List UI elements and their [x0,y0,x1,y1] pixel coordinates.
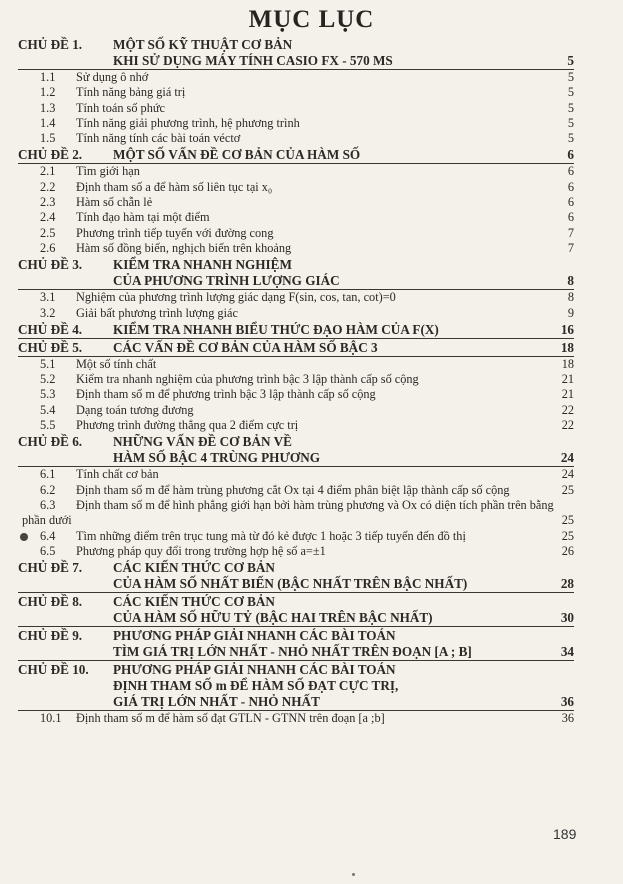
chapter-title: KIỂM TRA NHANH NGHIỆM [113,257,292,273]
chapter-title: KIỂM TRA NHANH BIỂU THỨC ĐẠO HÀM CỦA F(X) [113,321,439,337]
toc-entry[interactable] [18,544,574,559]
chapter-heading[interactable] [18,322,574,339]
entry-number: 6.4 [40,528,56,543]
entry-number: 3.1 [40,290,56,305]
chapter-title: CÁC KIẾN THỨC CƠ BẢN [113,560,275,576]
toc-entry[interactable] [18,226,574,241]
chapter-heading[interactable] [18,147,574,164]
toc-entry[interactable] [18,306,574,321]
chapter-page: 5 [567,53,574,68]
chapter-heading-line [18,576,574,593]
toc-entry[interactable] [18,418,574,433]
entry-page: 22 [561,402,574,417]
entry-page: 6 [567,179,574,194]
table-of-contents [18,36,574,726]
entry-title: Định tham số m để hình phẳng giới hạn bởi hàm trùng phương và Ox có diện tích phần trên bằng phần dưới [22,497,554,528]
toc-entry[interactable] [18,164,574,179]
chapter-heading-line [18,628,574,644]
entry-number: 2.1 [40,164,56,179]
toc-entry[interactable] [18,290,574,305]
entry-title: Tính toán số phức [76,100,165,115]
entry-page: 22 [561,418,574,433]
toc-entry[interactable] [18,101,574,116]
chapter-heading[interactable] [18,257,574,290]
chapter-title: PHƯƠNG PHÁP GIẢI NHANH CÁC BÀI TOÁN [113,662,396,678]
chapter-heading[interactable] [18,434,574,467]
entry-number: 5.5 [40,418,56,433]
chapter-heading-line [18,340,574,357]
chapter-title: MỘT SỐ KỸ THUẬT CƠ BẢN [113,37,293,52]
chapter-heading[interactable] [18,594,574,627]
entry-title: Nghiệm của phương trình lượng giác dạng F(sin, cos, tan, cot)=0 [76,290,396,305]
entry-title: Kiểm tra nhanh nghiệm của phương trình bậc 3 lập thành cấp số cộng [76,372,419,387]
chapter-number: CHỦ ĐỀ 4. [18,321,83,337]
chapter-page: 28 [560,576,574,592]
chapter-title-continued: KHI SỬ DỤNG MÁY TÍNH CASIO FX - 570 MS [113,53,393,68]
toc-entry[interactable] [18,180,574,195]
chapter-number: CHỦ ĐỀ 1. [18,37,83,52]
chapter-title-continued: CỦA HÀM SỐ NHẤT BIẾN (BẬC NHẤT TRÊN BẬC NHẤT) [113,576,468,592]
toc-entry[interactable] [18,711,574,726]
chapter-page: 16 [560,321,574,337]
chapter-page: 34 [560,644,574,660]
entry-page: 18 [561,356,574,371]
toc-entry[interactable] [18,372,574,387]
chapter-heading-line [18,53,574,70]
entry-number: 2.2 [40,179,56,194]
chapter-title-continued: CỦA PHƯƠNG TRÌNH LƯỢNG GIÁC [113,273,340,289]
chapter-page: 24 [560,450,574,466]
entry-number: 2.5 [40,225,56,240]
entry-title: Tính chất cơ bản [76,467,159,482]
entry-number: 6.2 [40,482,56,497]
toc-entry[interactable] [18,210,574,225]
chapter-title-continued: HÀM SỐ BẬC 4 TRÙNG PHƯƠNG [113,450,320,466]
entry-title: Sử dụng ô nhớ [76,70,149,84]
entry-page: 6 [567,210,574,225]
entry-page: 25 [561,528,574,543]
chapter-heading[interactable] [18,560,574,593]
entry-title: Tính năng giải phương trình, hệ phương trình [76,115,300,130]
entry-number: 5.1 [40,356,56,371]
chapter-title-continued: CỦA HÀM SỐ HỮU TỶ (BẬC HAI TRÊN BẬC NHẤT) [113,610,433,626]
entry-title: Định tham số m để phương trình bậc 3 lập thành cấp số cộng [76,387,376,402]
toc-entry[interactable] [18,131,574,146]
toc-entry[interactable] [18,498,574,529]
bullet-mark [20,533,28,541]
chapter-heading-line [18,694,574,711]
toc-entry[interactable] [18,85,574,100]
entry-number: 1.2 [40,85,56,100]
chapter-number: CHỦ ĐỀ 3. [18,257,83,273]
chapter-heading[interactable] [18,662,574,711]
chapter-heading-line [18,644,574,661]
chapter-heading[interactable] [18,37,574,70]
entry-number: 1.3 [40,100,56,115]
entry-title: Hàm số chẵn lẻ [76,195,153,210]
entry-title: Giải bất phương trình lượng giác [76,305,238,320]
chapter-number: CHỦ ĐỀ 9. [18,628,83,644]
chapter-heading-line [18,678,574,694]
toc-entry[interactable] [18,116,574,131]
toc-entry[interactable] [18,529,574,544]
chapter-title-continued: ĐỊNH THAM SỐ m ĐỂ HÀM SỐ ĐẠT CỰC TRỊ, [113,678,399,694]
chapter-heading[interactable] [18,628,574,661]
chapter-title: CÁC KIẾN THỨC CƠ BẢN [113,594,275,610]
entry-number: 6.1 [40,467,56,482]
entry-title: Một số tính chất [76,356,157,371]
chapter-number: CHỦ ĐỀ 7. [18,560,83,576]
chapter-page: 6 [567,147,574,163]
entry-number: 10.1 [40,711,62,726]
entry-title: Tính năng bảng giá trị [76,85,186,100]
entry-title: Định tham số m để hàm trùng phương cắt Ox tại 4 điểm phân biệt lập thành cấp số cộng [76,482,510,497]
chapter-title: CÁC VẤN ĐỀ CƠ BẢN CỦA HÀM SỐ BẬC 3 [113,339,378,355]
entry-page: 21 [561,372,574,387]
entry-number: 2.4 [40,210,56,225]
toc-entry[interactable] [18,483,574,498]
entry-page: 7 [567,240,574,255]
entry-title: Phương trình đường thẳng qua 2 điểm cực trị [76,418,299,433]
entry-page: 36 [561,711,574,726]
entry-page: 5 [567,115,574,130]
chapter-page: 36 [560,694,574,710]
chapter-heading-line [18,147,574,164]
chapter-heading-line [18,560,574,576]
entry-title: Phương pháp quy đổi trong trường hợp hệ số a=±1 [76,543,326,558]
chapter-heading-line [18,610,574,627]
chapter-number: CHỦ ĐỀ 2. [18,147,83,163]
toc-entry[interactable] [18,403,574,418]
toc-entry[interactable] [18,357,574,372]
entry-number: 2.6 [40,240,56,255]
entry-page: 5 [567,100,574,115]
page-number: 189 [553,826,577,842]
entry-title: Tính đạo hàm tại một điểm [76,210,210,225]
toc-entry[interactable] [18,70,574,85]
entry-page: 24 [561,467,574,482]
chapter-heading-line [18,257,574,273]
entry-number: 6.5 [40,543,56,558]
entry-page: 6 [567,164,574,179]
toc-entry[interactable] [18,195,574,210]
entry-title: Hàm số đồng biến, nghịch biến trên khoảng [76,240,292,255]
chapter-page: 18 [560,339,574,355]
toc-entry[interactable] [18,467,574,482]
chapter-title: NHỮNG VẤN ĐỀ CƠ BẢN VỀ [113,434,292,450]
chapter-heading-line [18,322,574,339]
chapter-heading-line [18,450,574,467]
entry-title: Dạng toán tương đương [76,402,194,417]
chapter-page: 30 [560,610,574,626]
chapter-number: CHỦ ĐỀ 5. [18,339,83,355]
entry-page: 25 [561,513,574,528]
entry-number: 3.2 [40,305,56,320]
entry-number: 5.3 [40,387,56,402]
entry-title: Tìm giới hạn [76,164,140,179]
entry-title: Định tham số a để hàm số liên tục tại x₀ [76,179,273,194]
entry-page: 25 [561,482,574,497]
chapter-heading-line [18,594,574,610]
print-speck [352,873,355,876]
entry-title: Phương trình tiếp tuyến với đường cong [76,225,274,240]
entry-number: 1.1 [40,70,56,84]
chapter-heading-line [18,37,574,53]
chapter-heading-line [18,273,574,290]
entry-page: 5 [567,131,574,146]
chapter-number: CHỦ ĐỀ 10. [18,662,89,678]
entry-page: 6 [567,195,574,210]
page-title: MỤC LỤC [248,6,375,33]
entry-title: Định tham số m để hàm số đạt GTLN - GTNN trên đoạn [a ;b] [76,711,385,726]
entry-title: Tính năng tính các bài toán véctơ [76,131,241,146]
entry-number: 5.4 [40,402,56,417]
entry-number: 2.3 [40,195,56,210]
toc-entry[interactable] [18,387,574,402]
chapter-page: 8 [567,273,574,289]
entry-page: 21 [561,387,574,402]
chapter-heading-line [18,662,574,678]
entry-page: 7 [567,225,574,240]
entry-number: 1.4 [40,115,56,130]
toc-entry[interactable] [18,241,574,256]
entry-page: 8 [567,290,574,305]
chapter-title-continued: TÌM GIÁ TRỊ LỚN NHẤT - NHỎ NHẤT TRÊN ĐOẠN [A ; B] [113,644,472,660]
chapter-number: CHỦ ĐỀ 6. [18,434,83,450]
entry-number: 5.2 [40,372,56,387]
chapter-title-continued: GIÁ TRỊ LỚN NHẤT - NHỎ NHẤT [113,694,320,710]
chapter-title: PHƯƠNG PHÁP GIẢI NHANH CÁC BÀI TOÁN [113,628,396,644]
entry-number: 1.5 [40,131,56,146]
chapter-heading-line [18,434,574,450]
chapter-heading[interactable] [18,340,574,357]
entry-page: 9 [567,305,574,320]
entry-page: 5 [567,85,574,100]
entry-page: 5 [567,70,574,84]
entry-number: 6.3 [40,497,56,512]
entry-page: 26 [561,543,574,558]
chapter-title: MỘT SỐ VẤN ĐỀ CƠ BẢN CỦA HÀM SỐ [113,147,361,163]
chapter-number: CHỦ ĐỀ 8. [18,594,83,610]
entry-title: Tìm những điểm trên trục tung mà từ đó kẻ được 1 hoặc 3 tiếp tuyến đến đồ thị [76,528,466,543]
